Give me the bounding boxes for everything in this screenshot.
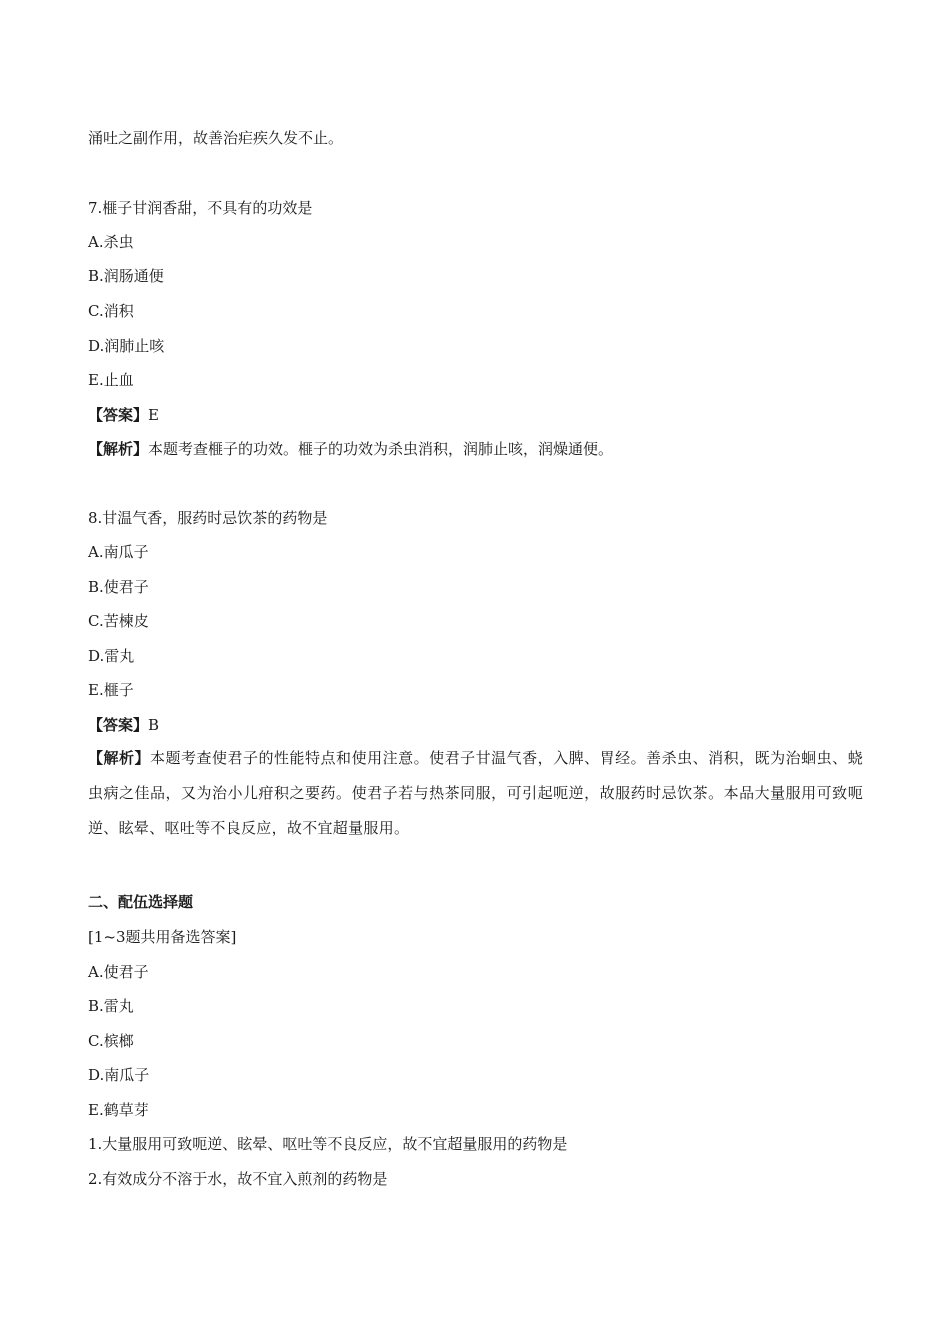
q7-analysis-label: 【解析】	[88, 440, 149, 458]
q7-option-d: D.润肺止咳	[88, 337, 165, 355]
shared-option-c: C.槟榔	[88, 1032, 134, 1050]
q8-option-e: E.榧子	[88, 681, 134, 699]
q8-analysis-label: 【解析】	[88, 749, 151, 767]
intro-continuation: 涌吐之副作用，故善治疟疾久发不止。	[88, 129, 344, 147]
q8-analysis	[88, 741, 863, 846]
shared-option-e: E.鹤草芽	[88, 1101, 149, 1119]
q8-answer	[88, 715, 159, 735]
q7-analysis-text: 本题考查榧子的功效。榧子的功效为杀虫消积，润肺止咳，润燥通便。	[148, 440, 614, 458]
matching-question-1: 1.大量服用可致呃逆、眩晕、呕吐等不良反应，故不宜超量服用的药物是	[88, 1135, 568, 1153]
q7-answer-label: 【答案】	[88, 406, 149, 424]
q7-analysis	[88, 439, 613, 459]
section-title: 二、配伍选择题	[88, 893, 194, 911]
q7-option-c: C.消积	[88, 302, 134, 320]
q7-question: 7.榧子甘润香甜，不具有的功效是	[88, 199, 313, 217]
q8-question: 8.甘温气香，服药时忌饮茶的药物是	[88, 509, 328, 527]
q8-analysis-text: 本题考查使君子的性能特点和使用注意。使君子甘温气香，入脾、胃经。善杀虫、消积，既为治蛔虫、蛲虫病之佳品，又为治小儿疳积之要药。使君子若与热茶同服，可引起呃逆，故服药时忌饮茶。本品大量服用可致呃逆、眩晕、呕吐等不良反应，故不宜超量服用。	[88, 749, 863, 837]
q7-option-b: B.润肠通便	[88, 267, 164, 285]
q8-answer-label: 【答案】	[88, 716, 149, 734]
matching-question-2: 2.有效成分不溶于水，故不宜入煎剂的药物是	[88, 1170, 388, 1188]
q7-option-a: A.杀虫	[88, 233, 134, 251]
q7-answer	[88, 405, 159, 425]
q7-answer-value: E	[148, 406, 159, 424]
q8-answer-value: B	[148, 716, 160, 734]
shared-option-d: D.南瓜子	[88, 1066, 150, 1084]
q8-option-a: A.南瓜子	[88, 543, 149, 561]
shared-option-a: A.使君子	[88, 963, 149, 981]
q7-option-e: E.止血	[88, 371, 134, 389]
q8-option-d: D.雷丸	[88, 647, 135, 665]
q8-option-c: C.苦楝皮	[88, 612, 149, 630]
shared-option-b: B.雷丸	[88, 997, 134, 1015]
q8-option-b: B.使君子	[88, 578, 149, 596]
shared-options-note: [1~3题共用备选答案]	[88, 928, 237, 946]
